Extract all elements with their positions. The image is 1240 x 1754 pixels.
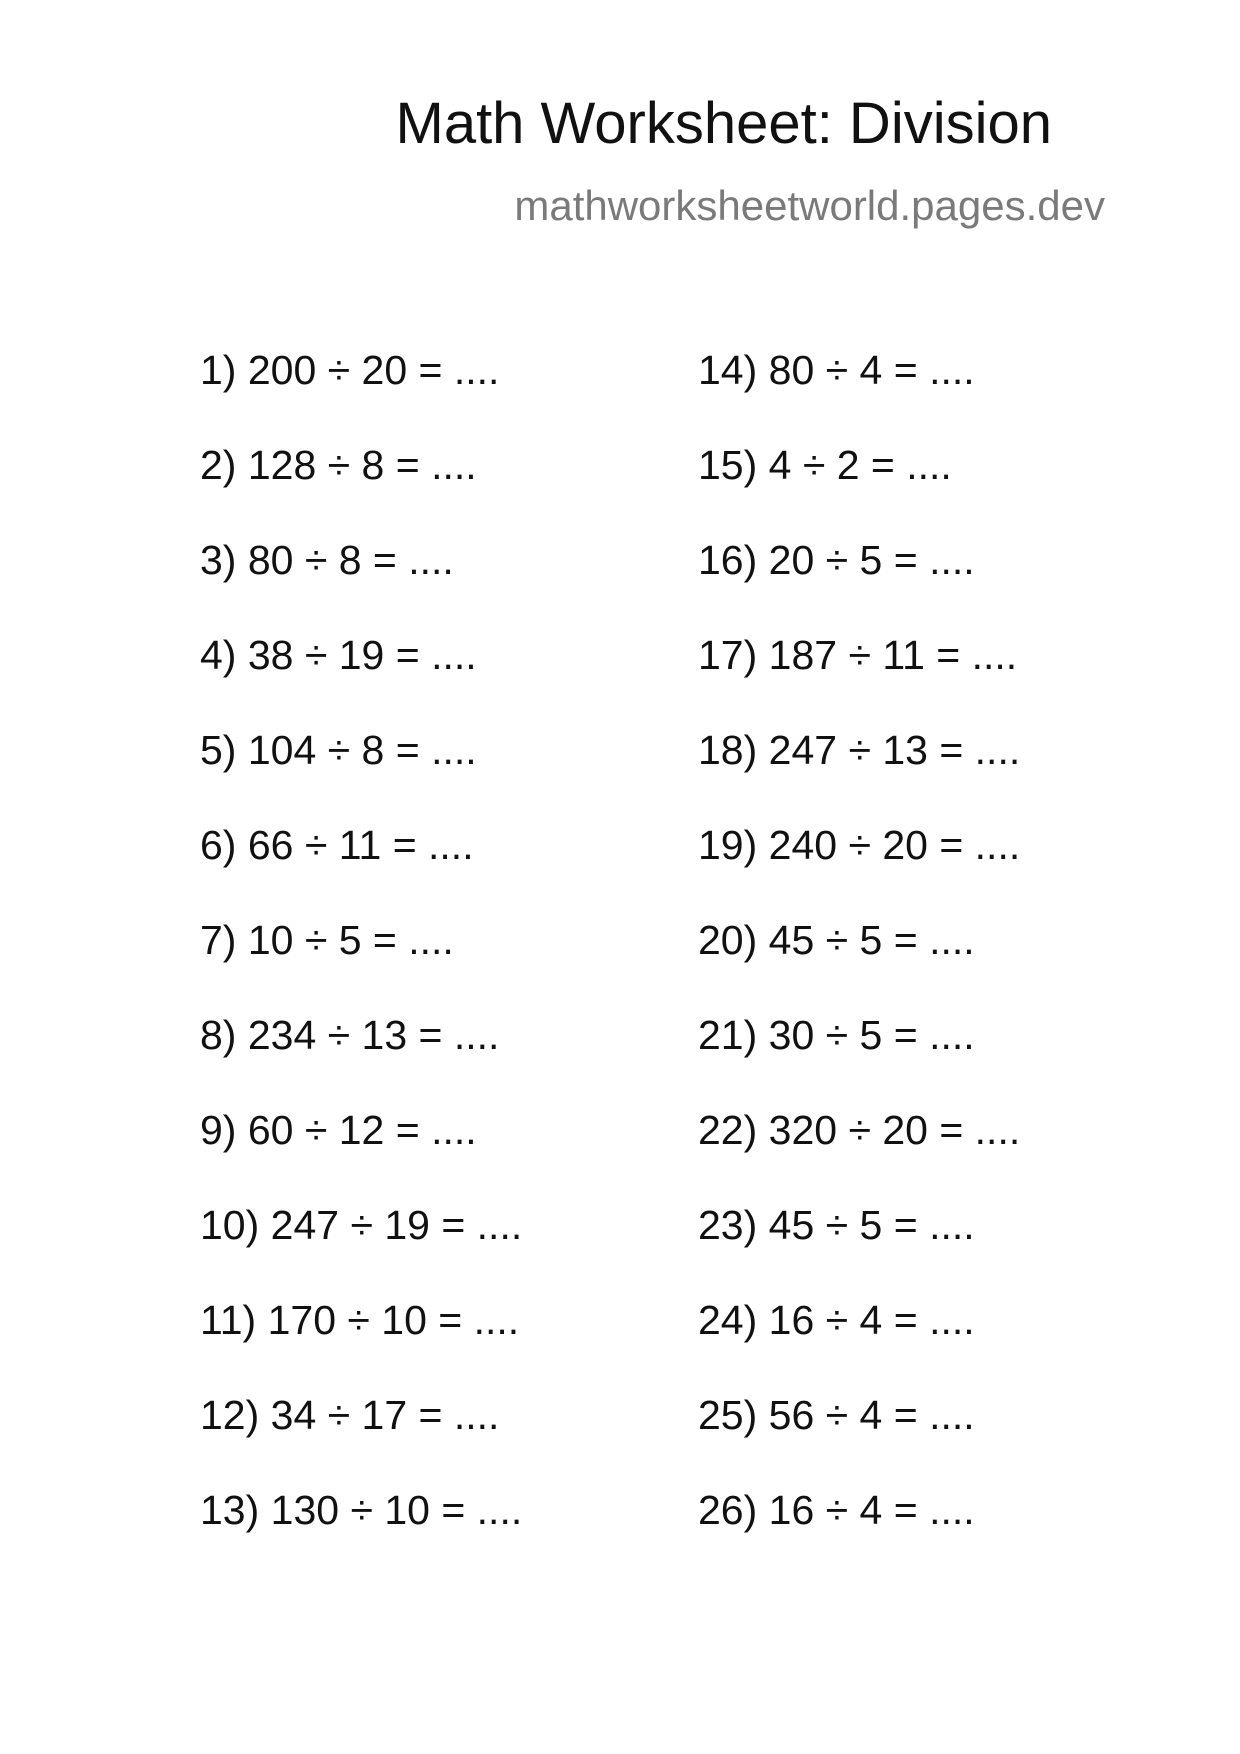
- problem-24: 24) 16 ÷ 4 = ....: [698, 1297, 975, 1343]
- problem-8: 8) 234 ÷ 13 = ....: [200, 1012, 500, 1058]
- problem-12: 12) 34 ÷ 17 = ....: [200, 1392, 500, 1438]
- problem-25: 25) 56 ÷ 4 = ....: [698, 1392, 975, 1438]
- problem-11: 11) 170 ÷ 10 = ....: [200, 1297, 520, 1343]
- problem-16: 16) 20 ÷ 5 = ....: [698, 537, 975, 583]
- problem-19: 19) 240 ÷ 20 = ....: [698, 822, 1021, 868]
- problem-7: 7) 10 ÷ 5 = ....: [200, 917, 454, 963]
- problem-14: 14) 80 ÷ 4 = ....: [698, 347, 975, 393]
- problem-4: 4) 38 ÷ 19 = ....: [200, 632, 477, 678]
- problem-26: 26) 16 ÷ 4 = ....: [698, 1487, 975, 1533]
- problem-20: 20) 45 ÷ 5 = ....: [698, 917, 975, 963]
- problem-5: 5) 104 ÷ 8 = ....: [200, 727, 477, 773]
- page-title: Math Worksheet: Division: [395, 91, 1052, 156]
- problem-column-left: [200, 347, 523, 1585]
- problem-column-right: [698, 347, 1021, 1585]
- problem-22: 22) 320 ÷ 20 = ....: [698, 1107, 1021, 1153]
- problem-21: 21) 30 ÷ 5 = ....: [698, 1012, 975, 1058]
- problem-3: 3) 80 ÷ 8 = ....: [200, 537, 454, 583]
- problem-18: 18) 247 ÷ 13 = ....: [698, 727, 1021, 773]
- problem-13: 13) 130 ÷ 10 = ....: [200, 1487, 523, 1533]
- problem-15: 15) 4 ÷ 2 = ....: [698, 442, 952, 488]
- site-url: mathworksheetworld.pages.dev: [514, 182, 1105, 229]
- problem-9: 9) 60 ÷ 12 = ....: [200, 1107, 477, 1153]
- problem-2: 2) 128 ÷ 8 = ....: [200, 442, 477, 488]
- problem-10: 10) 247 ÷ 19 = ....: [200, 1202, 523, 1248]
- problem-6: 6) 66 ÷ 11 = ....: [200, 822, 474, 868]
- problem-1: 1) 200 ÷ 20 = ....: [200, 347, 500, 393]
- problem-23: 23) 45 ÷ 5 = ....: [698, 1202, 975, 1248]
- problem-17: 17) 187 ÷ 11 = ....: [698, 632, 1018, 678]
